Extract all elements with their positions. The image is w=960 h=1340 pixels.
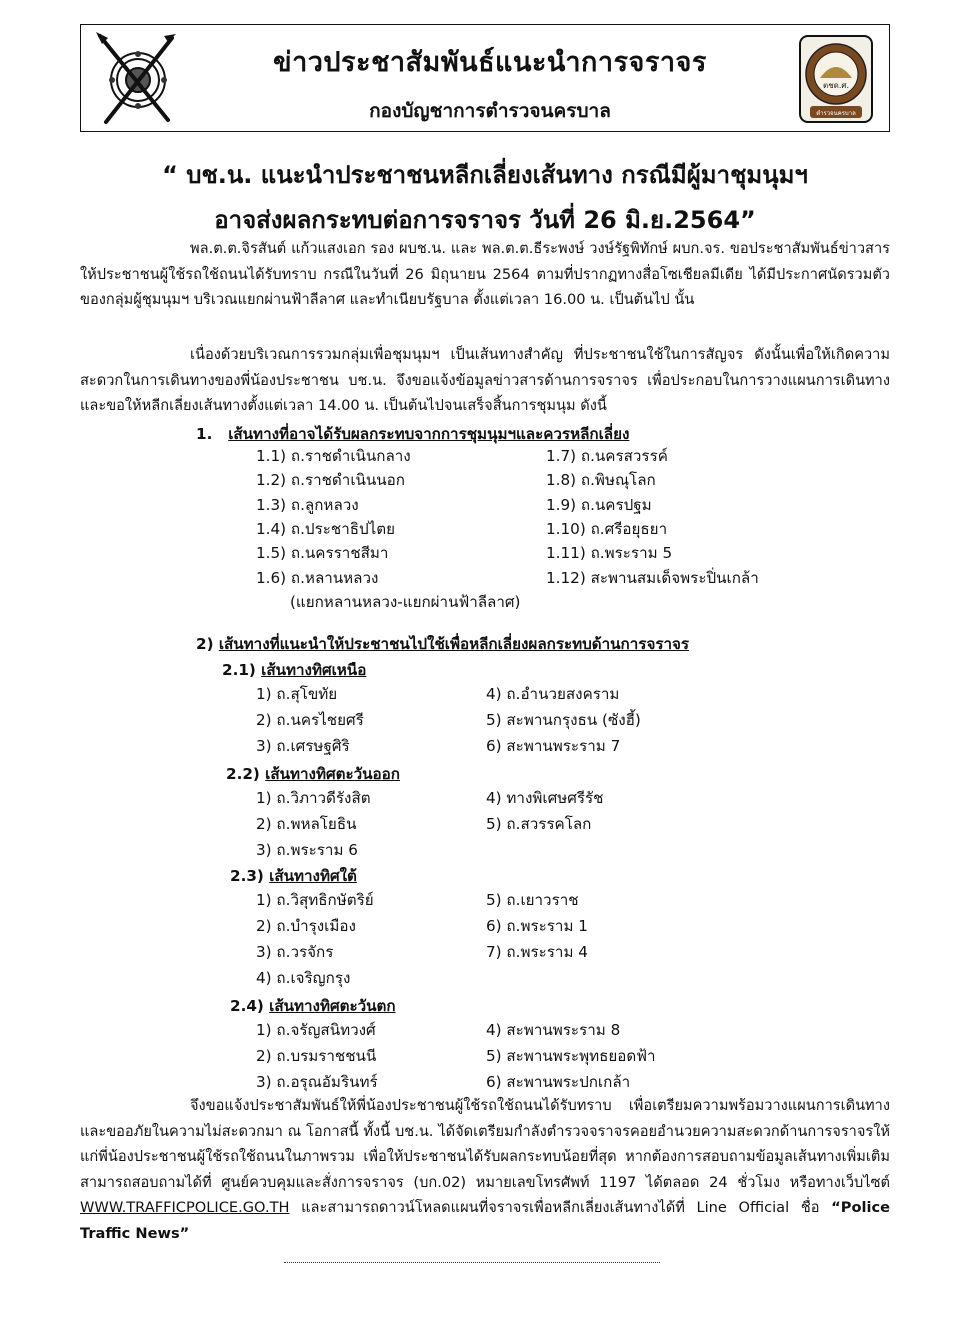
east-route-item: 5) ถ.สวรรคโลก <box>486 815 592 833</box>
west-heading: 2.4) เส้นทางทิศตะวันตก <box>230 997 396 1015</box>
header-title: ข่าวประชาสัมพันธ์แนะนำการจราจร <box>273 47 707 78</box>
intro-paragraph-2: เนื่องด้วยบริเวณการรวมกลุ่มเพื่อชุมนุมฯ เป็นเส้นทางสำคัญ ที่ประชาชนใช้ในการสัญจร ดังนั้นเพื่อให้เกิดความสะดวกในการเดินทางของพี่น้องประชาชน บช.น. จึงขอแจ้งข้อมูลข่าวสารด้านการจราจร เพื่อประกอบในการวางแผนการเดินทาง และขอให้หลีกเลี่ยงเส้นทางตั้งแต่เวลา 14.00 น. เป็นต้นไปจนเสร็จสิ้นการชุมนุม ดังนี้ <box>80 346 890 414</box>
south-route-item: 6) ถ.พระราม 1 <box>486 917 588 935</box>
north-heading: 2.1) เส้นทางทิศเหนือ <box>222 661 367 679</box>
headline-line-1: “ บช.น. แนะนำประชาชนหลีกเลี่ยงเส้นทาง กรณีมีผู้มาชุมนุมฯ <box>162 161 808 189</box>
east-route-item: 4) ทางพิเศษศรีรัช <box>486 789 604 807</box>
east-route-item: 3) ถ.พระราม 6 <box>256 841 358 859</box>
headline-line-2: อาจส่งผลกระทบต่อการจราจร วันที่ 26 มิ.ย.2564” <box>214 206 756 234</box>
section-1-left-note: (แยกหลานหลวง-แยกผ่านฟ้าลีลาศ) <box>290 593 521 611</box>
police-emblem-icon <box>88 28 184 128</box>
avoid-route-item: 1.8) ถ.พิษณุโลก <box>546 471 656 490</box>
avoid-route-item: 1.4) ถ.ประชาธิปไตย <box>256 519 396 538</box>
south-heading: 2.3) เส้นทางทิศใต้ <box>230 867 357 885</box>
west-route-item: 2) ถ.บรมราชชนนี <box>256 1047 377 1065</box>
section-1-heading: 1. เส้นทางที่อาจได้รับผลกระทบจากการชุมนุมฯและควรหลีกเลี่ยง <box>196 425 630 443</box>
north-route-item: 3) ถ.เศรษฐศิริ <box>256 737 350 755</box>
north-route-item: 1) ถ.สุโขทัย <box>256 685 338 703</box>
west-route-item: 3) ถ.อรุณอัมรินทร์ <box>256 1073 378 1091</box>
south-route-item: 3) ถ.วรจักร <box>256 943 334 961</box>
intro-paragraph-1: พล.ต.ต.จิรสันต์ แก้วแสงเอก รอง ผบช.น. และ พล.ต.ต.ธีระพงษ์ วงษ์รัฐพิทักษ์ ผบก.จร. ขอประชาสัมพันธ์ข่าวสารให้ประชาชนผู้ใช้รถใช้ถนนได้รับทราบ กรณีในวันที่ 26 มิถุนายน 2564 ตามที่ปรากฏทางสื่อโซเชียลมีเดีย ได้มีประกาศนัดรวมตัวของกลุ่มผู้ชุมนุมฯ บริเวณแยกผ่านฟ้าลีลาศ และทำเนียบรัฐบาล ตั้งแต่เวลา 16.00 น. เป็นต้นไป นั้น <box>80 240 890 308</box>
footer-dotted-divider <box>284 1262 660 1263</box>
avoid-route-item: 1.2) ถ.ราชดำเนินนอก <box>256 471 405 490</box>
north-route-item: 6) สะพานพระราม 7 <box>486 737 621 755</box>
website-link[interactable]: WWW.TRAFFICPOLICE.GO.TH <box>80 1199 290 1216</box>
avoid-route-item: 1.7) ถ.นครสวรรค์ <box>546 447 668 465</box>
west-route-item: 1) ถ.จรัญสนิทวงศ์ <box>256 1021 376 1039</box>
avoid-route-item: 1.11) ถ.พระราม 5 <box>546 544 673 563</box>
south-route-item: 7) ถ.พระราม 4 <box>486 943 588 961</box>
avoid-route-item: 1.6) ถ.หลานหลวง <box>256 568 379 587</box>
seal-label: ตชด.ศ. <box>823 81 849 90</box>
south-route-item: 4) ถ.เจริญกรุง <box>256 969 351 987</box>
south-route-item: 5) ถ.เยาวราช <box>486 891 579 909</box>
header-subtitle: กองบัญชาการตำรวจนครบาล <box>369 100 611 122</box>
north-route-item: 4) ถ.อำนวยสงคราม <box>486 685 620 703</box>
section-2-heading: 2) เส้นทางที่แนะนำให้ประชาชนไปใช้เพื่อหลีกเลี่ยงผลกระทบด้านการจราจร <box>196 635 690 653</box>
south-route-item: 1) ถ.วิสุทธิกษัตริย์ <box>256 891 374 909</box>
east-route-item: 2) ถ.พหลโยธิน <box>256 815 357 833</box>
traffic-division-seal-icon <box>798 34 874 124</box>
avoid-route-item: 1.5) ถ.นครราชสีมา <box>256 544 389 563</box>
east-route-item: 1) ถ.วิภาวดีรังสิต <box>256 789 371 807</box>
avoid-route-item: 1.12) สะพานสมเด็จพระปิ่นเกล้า <box>546 568 759 587</box>
west-route-item: 4) สะพานพระราม 8 <box>486 1021 621 1039</box>
avoid-route-item: 1.3) ถ.ลูกหลวง <box>256 495 359 514</box>
west-route-item: 6) สะพานพระปกเกล้า <box>486 1073 631 1091</box>
avoid-route-item: 1.10) ถ.ศรีอยุธยา <box>546 519 668 538</box>
closing-paragraph: จึงขอแจ้งประชาสัมพันธ์ให้พี่น้องประชาชนผู้ใช้รถใช้ถนนได้รับทราบ เพื่อเตรียมความพร้อมวางแผนการเดินทาง และขออภัยในความไม่สะดวกมา ณ โอกาสนี้ ทั้งนี้ บช.น. ได้จัดเตรียมกำลังตำรวจจราจรคอยอำนวยความสะดวกด้านการจราจรให้แก่พี่น้องประชาชนผู้ใช้รถใช้ถนนในภาพรวม เพื่อให้ประชาชนได้รับผลกระทบน้อยที่สุด หากต้องการสอบถามข้อมูลเส้นทางเพิ่มเติม สามารถสอบถามได้ที่ ศูนย์ควบคุมและสั่งการจราจร (บก.02) หมายเลขโทรศัพท์ 1197 ได้ตลอด 24 ชั่วโมง หรือทางเว็บไซต์ WWW.TRAFFICPOLICE.GO.TH และสามารถดาวน์โหลดแผนที่จราจรเพื่อหลีกเลี่ยงเส้นทางได้ที่ Line Official ชื่อ “Police Traffic News” <box>80 1097 891 1242</box>
seal-caption: ตำรวจนครบาล <box>816 110 856 117</box>
avoid-route-item: 1.9) ถ.นครปฐม <box>546 495 652 514</box>
line-official-name: “Police Traffic News” <box>80 1199 891 1242</box>
north-route-item: 5) สะพานกรุงธน (ซังฮี้) <box>486 711 641 729</box>
north-route-item: 2) ถ.นครไชยศรี <box>256 711 364 729</box>
south-route-item: 2) ถ.บำรุงเมือง <box>256 917 356 935</box>
avoid-route-item: 1.1) ถ.ราชดำเนินกลาง <box>256 447 411 465</box>
east-heading: 2.2) เส้นทางทิศตะวันออก <box>226 765 400 783</box>
west-route-item: 5) สะพานพระพุทธยอดฟ้า <box>486 1047 656 1065</box>
